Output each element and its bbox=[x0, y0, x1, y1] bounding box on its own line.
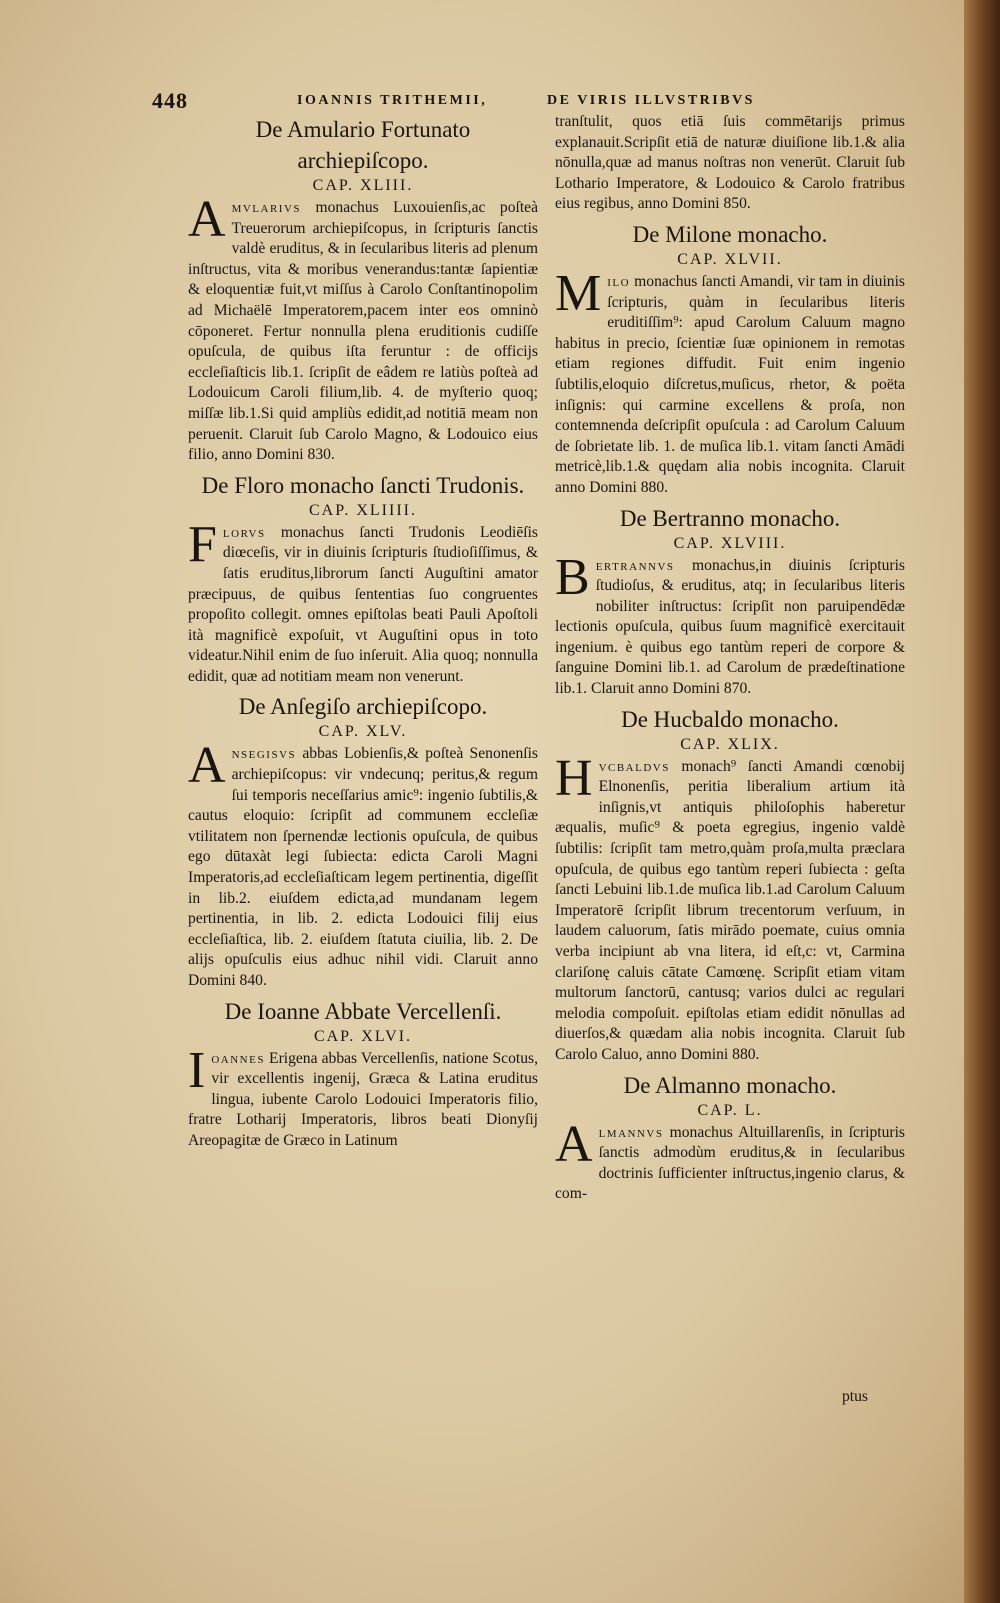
chapter-number: CAP. XLIX. bbox=[680, 735, 780, 753]
entry-body-text: Erigena abbas Vercellenſis, natione Scotus, vir excellentis ingenij, Græca & Latina eruditus lingua, iubente Carolo Lodouici Imperatoris filio, fratre Lotharij Imperatoris, libros beati Dionyſij Areopagitæ de Græco in Latinum bbox=[188, 1049, 538, 1149]
entry-body-text: monachus ſancti Amandi, vir tam in diuinis ſcripturis, quàm in ſecularibus literis eruditiſſim⁹: apud Carolum Caluum magno habitus in precio, ſcientiæ ſuæ opinionem in remotas etiam regiones diffudit. Fuit enim ingenio ſubtilis,eloquio diſcretus,muſicus, rhetor, & poëta inſignis: qui carmine excellens & proſa, non contemnenda deſcripſit opuſcula : ad Carolum Caluum de ſobrietate lib. 1. de muſica lib.1. vitam ſancti Amādi metricè,lib.1.& quędam alia nobis incognita. Claruit anno Domini 880. bbox=[555, 272, 905, 496]
first-word: lorvs bbox=[222, 523, 266, 541]
drop-cap: A bbox=[188, 191, 226, 248]
continuation-text: tranſtulit, quos etiā ſuis commētarijs primus explanauit.Scripſit etiā de naturæ diuiſione lib.1.& alia nōnulla,quæ ad manus noſtras non venerūt. Claruit ſub Lothario Imperatore, & Lodouico & Carolo fratribus eius regibus, anno Domini 850. bbox=[555, 113, 905, 213]
chapter-number: CAP. XLIII. bbox=[312, 177, 414, 194]
first-word: lmannvs bbox=[598, 1123, 664, 1141]
entry-florus bbox=[188, 470, 538, 688]
entry-text bbox=[188, 1041, 538, 1152]
first-word: ilo bbox=[607, 272, 631, 290]
drop-cap: A bbox=[188, 737, 226, 795]
entry-title: De Anſegiſo archiepiſcopo. bbox=[238, 694, 488, 720]
entry-bertrannus bbox=[555, 503, 905, 700]
binding-shadow bbox=[964, 0, 1000, 1603]
entry-text bbox=[188, 515, 538, 688]
drop-cap: F bbox=[188, 515, 217, 573]
entry-title: De Floro monacho ſancti Trudonis. bbox=[201, 472, 525, 498]
entry-title: De Bertranno monacho. bbox=[619, 505, 841, 531]
chapter-number: CAP. XLIIII. bbox=[309, 501, 417, 519]
chapter-number: CAP. XLVI. bbox=[313, 1027, 413, 1045]
first-word: nsegisvs bbox=[231, 745, 297, 763]
entry-title: De Amulario Fortunato archiepiſcopo. bbox=[255, 117, 471, 173]
entry-body-text: monachus Luxouienſis,ac poſteà Treuerorum archiepiſcopus, in ſcripturis ſanctis valdè eruditus, & in ſecularibus literis ad plenum inſtructus, vita & moribus venerandus:tantæ ſapientiæ & eloquentiæ fuit,vt miſſus à Carolo Conſtantinopolim ad Michaëlē Imperatorem,pacem inter eos omninò cōponeret. Fertur nonnulla plena eruditionis cudiſſe opuſcula, de quibus iſta feruntur : de officijs eccleſiaſticis lib.1. ſcripſit de eâdem re latiùs poſteà ad Lodouicum Caroli filium,lib. 4. de myſterio quoq; miſſæ lib.1.Si quid ampliùs edidit,ad notitiā meam non peruenit. Claruit ſub Carolo Magno, & Lodouico eius filio, anno Domini 830. bbox=[188, 199, 538, 464]
first-word: oannes bbox=[211, 1049, 265, 1067]
folio-number: 448 bbox=[152, 88, 188, 113]
chapter-number: CAP. XLV. bbox=[318, 723, 408, 741]
first-word: ertrannvs bbox=[595, 556, 675, 574]
drop-cap: M bbox=[555, 264, 602, 322]
entry-ioannes bbox=[188, 996, 538, 1152]
first-word: mvlarivs bbox=[231, 199, 302, 216]
entry-text bbox=[188, 737, 538, 991]
entry-amularius bbox=[188, 114, 538, 466]
entry-milo bbox=[555, 219, 905, 499]
entry-body-text: abbas Lobienſis,& poſteà Senonenſis archiepiſcopus: vir vndecunq; peritus,& regum ſui temporis neceſſarius amic⁹: ingenio ſubtilis,& cautus eloquio: ſcripſit ad communem eccleſiæ vtilitatem non ſpernendæ lectionis opuſcula, de quibus ego dūtaxàt legi ſubiecta: edicta Caroli Magni Imperatoris,ad eccleſiaſticam legem pertinentia, digeſſit in lib.2. eiuſdem edicta,ad mundanam legem pertinentia, in lib. 2. edicta Lodouici filij eius eccleſiaſtica, lib. 2. eiuſdem ſtatuta ciuilia, lib. 2. De alijs opuſculis eius adhuc nihil vidi. Claruit anno Domini 840. bbox=[188, 745, 538, 989]
drop-cap: I bbox=[188, 1041, 206, 1099]
drop-cap: B bbox=[555, 548, 590, 606]
entry-almannus bbox=[555, 1070, 905, 1205]
entry-body-text: monachus,in diuinis ſcripturis ſtudioſus, & eruditus, atq; in ſecularibus literis nobiliter inſtructus: ſcripſit non paruipendēdæ lectionis opuſcula, quibus ſuum magnificè exercitauit ingenium. è quibus ego tantùm reperi de corpore & ſanguine Domini lib.1. ad Carolum de prædeſtinatione lib.1. Claruit anno Domini 870. bbox=[555, 556, 905, 698]
drop-cap: H bbox=[555, 749, 593, 807]
first-word: vcbaldvs bbox=[598, 757, 670, 775]
entry-title: De Ioanne Abbate Vercellenſi. bbox=[224, 998, 502, 1024]
entry-text bbox=[555, 548, 905, 700]
entry-text bbox=[555, 1115, 905, 1205]
entry-body-text: monachus ſancti Trudonis Leodiēſis diœceſis, vir in diuinis ſcripturis ſtudioſiſſimus, & ſatis eruditus,librorum ſancti Auguſtini amator præcipuus, de quibus ſententias ſuo congruentes propoſito collegit. omnes epiſtolas beati Pauli Apoſtoli ità magnificè expoſuit, vt Auguſtini opus in toto videatur.Nihil enim de ſuo inſeruit. Alia quoq; nonnulla edidit, quæ ad notitiam meam non venerunt. bbox=[188, 523, 538, 685]
entry-text bbox=[555, 749, 905, 1066]
chapter-number: CAP. XLVIII. bbox=[673, 534, 787, 552]
right-column bbox=[555, 112, 905, 1209]
entry-hucbaldus bbox=[555, 704, 905, 1066]
chapter-number: CAP. XLVII. bbox=[677, 250, 783, 268]
entry-text bbox=[555, 264, 905, 499]
entry-body-text: monach⁹ ſancti Amandi cœnobij Elnonenſis, peritia liberalium artium ità inſignis,vt antiquis philoſophis haberetur æqualis, muſic⁹ & poeta egregius, ingenio valdè ſubtilis: ſcripſit tam metro,quàm proſa,multa præclara opuſcula, de quibus ego tantùm reperi ſubiecta : geſta ſancti Lebuini lib.1.de muſica lib.1.ad Carolum Caluum Imperatorē ſcripſit librum trecentorum verſuum, in laudem caluorum, ſatis mirādo poemate, cuius omnia verba incipiunt ab vna litera, id eſt,c: vt, Carmina clariſonę caluis cātate Camœnę. Scripſit etiam vitam multorum ſanctorū, cantusq; varios dulci ac regulari melodia compoſuit. epiſtolas etiam edidit nōnullas ad diuerſos,& quædam alia nobis incognita. Claruit ſub Carolo Caluo, anno Domini 880. bbox=[555, 757, 905, 1063]
running-head-work: DE VIRIS ILLVSTRIBVS bbox=[547, 93, 755, 108]
entry-title: De Milone monacho. bbox=[632, 221, 828, 247]
entry-ansegisus bbox=[188, 691, 538, 991]
entry-title: De Almanno monacho. bbox=[623, 1072, 837, 1098]
entry-body-text: monachus Altuillarenſis, in ſcripturis ſanctis admodùm eruditus,& in ſecularibus doctrinis ſufficienter inſtructus,ingenio clarus, & com- bbox=[555, 1123, 905, 1203]
chapter-number: CAP. L. bbox=[697, 1101, 763, 1119]
entry-text bbox=[188, 191, 538, 466]
running-head-author: IOANNIS TRITHEMII, bbox=[297, 93, 488, 108]
left-column bbox=[188, 112, 538, 1156]
drop-cap: A bbox=[555, 1115, 593, 1173]
entry-ioannes-continued bbox=[555, 112, 905, 215]
entry-title: De Hucbaldo monacho. bbox=[621, 706, 839, 732]
catchword: ptus bbox=[842, 1388, 868, 1405]
